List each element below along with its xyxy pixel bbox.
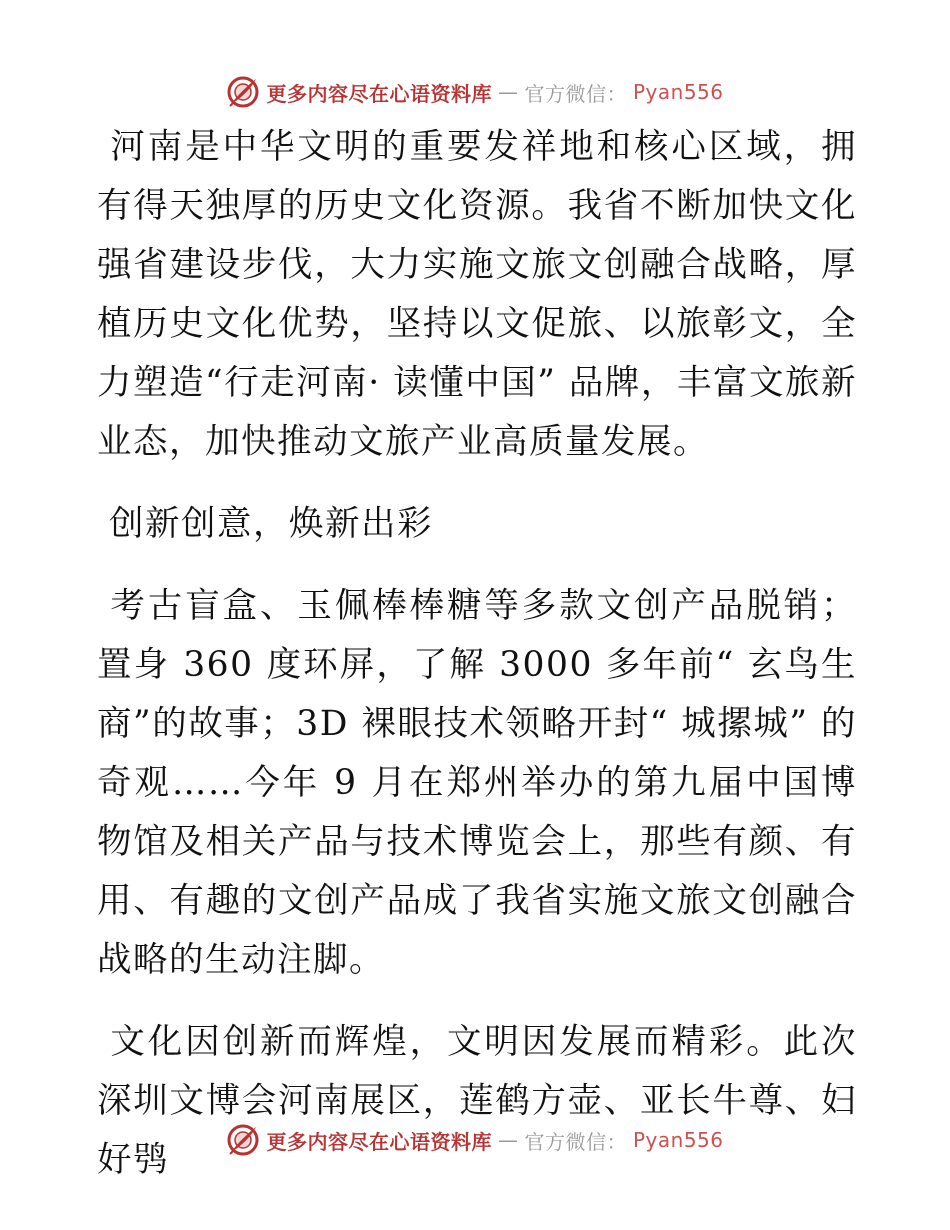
footer-dash: —: [497, 1128, 519, 1152]
section-heading: [97, 495, 857, 554]
paragraph-intro-text: 河南是中华文明的重要发祥地和核心区域，拥有得天独厚的历史文化资源。我省不断加快文化强省建设步伐，大力实施文旅文创融合战略，厚植历史文化优势，坚持以文促旅、以旅彰文，全力塑造“行走河南· 读懂中国” 品牌，丰富文旅新业态，加快推动文旅产业高质量发展。: [97, 127, 857, 462]
quill-logo-icon: [226, 75, 260, 109]
footer-banner-content: [226, 1123, 723, 1157]
header-banner-content: [226, 75, 723, 109]
paragraph-expo: [97, 1013, 857, 1190]
document-body: [97, 118, 857, 1213]
paragraph-expo-text: 文化因创新而辉煌，文明因发展而精彩。此次深圳文博会河南展区，莲鹤方壶、亚长牛尊、妇好鸮: [97, 1022, 857, 1180]
quill-logo-icon: [226, 1123, 260, 1157]
paragraph-products: [97, 577, 857, 990]
footer-site-text: 更多内容尽在心语资料库: [266, 1129, 492, 1154]
paragraph-intro: [97, 118, 857, 472]
section-heading-text: 创新创意，焕新出彩: [109, 504, 433, 544]
footer-wechat-label: 官方微信：: [524, 1129, 627, 1154]
header-wechat-label: 官方微信：: [524, 81, 627, 106]
header-dash: —: [497, 80, 519, 104]
header-wechat-id: Pyan556: [632, 80, 724, 104]
header-site-text: 更多内容尽在心语资料库: [266, 81, 492, 106]
footer-wechat-id: Pyan556: [632, 1128, 724, 1152]
footer-banner: [0, 1120, 950, 1160]
paragraph-products-text: 考古盲盒、玉佩棒棒糖等多款文创产品脱销；置身 360 度环屏，了解 3000 多年前“ 玄鸟生商”的故事；3D 裸眼技术领略开封“ 城摞城” 的奇观……今年 9 月在郑州举办的第九届中国博物馆及相关产品与技术博览会上，那些有颜、有用、有趣的文创产品成了我省实施文旅文创融合战略的生动注脚。: [97, 586, 857, 980]
header-banner: [0, 72, 950, 112]
